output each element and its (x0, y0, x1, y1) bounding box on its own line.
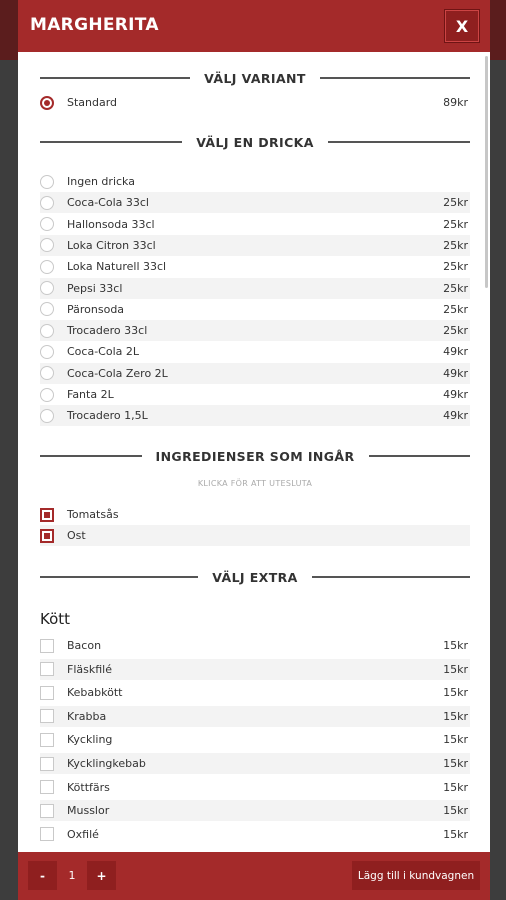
radio-icon[interactable] (40, 388, 54, 402)
checkbox-icon[interactable] (40, 686, 54, 700)
option-label: Tomatsås (67, 508, 119, 521)
option-label: Coca-Cola 2L (67, 345, 139, 359)
drink-option[interactable] (40, 278, 470, 299)
drink-option[interactable] (40, 341, 470, 362)
modal-header (18, 0, 490, 52)
ingredient-option[interactable] (40, 504, 470, 525)
increase-button[interactable]: + (96, 868, 107, 883)
option-label: Pepsi 33cl (67, 281, 123, 295)
option-label: Oxfilé (67, 827, 99, 841)
option-label: Köttfärs (67, 780, 110, 794)
checkbox-icon[interactable] (40, 639, 54, 653)
add-to-cart-button[interactable]: Lägg till i kundvagnen (352, 861, 480, 890)
option-price: 25kr (443, 238, 468, 252)
product-modal (18, 0, 490, 900)
option-label: Trocadero 33cl (67, 324, 148, 338)
checkbox-icon[interactable] (40, 780, 54, 794)
option-label: Ingen dricka (67, 175, 135, 188)
drink-option[interactable] (40, 363, 470, 384)
option-label: Trocadero 1,5L (67, 409, 148, 423)
option-price: 49kr (443, 345, 468, 359)
option-price: 15kr (443, 780, 468, 794)
ingredients-heading: INGREDIENSER SOM INGÅR (40, 446, 470, 466)
product-title: MARGHERITA (30, 15, 159, 35)
radio-icon[interactable] (40, 409, 54, 423)
extra-heading: VÄLJ EXTRA (40, 567, 470, 587)
option-price: 15kr (443, 662, 468, 676)
radio-icon[interactable] (40, 366, 54, 380)
option-label: Loka Naturell 33cl (67, 260, 167, 274)
category-title: Kött (40, 610, 71, 628)
drink-option[interactable] (40, 214, 470, 235)
drink-option[interactable] (40, 235, 470, 256)
decrease-button[interactable]: - (40, 868, 45, 883)
checkbox-icon[interactable] (40, 709, 54, 723)
quantity-value: 1 (57, 861, 87, 890)
option-label: Coca-Cola Zero 2L (67, 366, 168, 380)
drink-option[interactable] (40, 171, 470, 192)
option-price: 15kr (443, 686, 468, 700)
option-label: Kyckling (67, 733, 113, 747)
radio-icon[interactable] (40, 217, 54, 231)
radio-icon[interactable] (40, 238, 54, 252)
modal-footer (18, 852, 490, 900)
extra-option[interactable] (40, 800, 470, 821)
radio-selected-icon[interactable] (40, 96, 54, 110)
option-price: 49kr (443, 409, 468, 423)
checkbox-icon[interactable] (40, 662, 54, 676)
extra-option[interactable] (40, 753, 470, 774)
option-label: Bacon (67, 639, 102, 652)
extra-option[interactable] (40, 682, 470, 703)
checkbox-icon[interactable] (40, 827, 54, 841)
option-label: Krabba (67, 709, 107, 723)
quantity-stepper (28, 861, 116, 890)
scrollbar[interactable] (485, 56, 488, 288)
option-price: 25kr (443, 217, 468, 231)
ingredients-hint: KLICKA FÖR ATT UTESLUTA (197, 479, 313, 488)
option-price: 15kr (443, 827, 468, 841)
option-label: Fläskfilé (67, 662, 112, 676)
variant-heading: VÄLJ VARIANT (40, 68, 470, 88)
radio-icon[interactable] (40, 260, 54, 274)
option-label: Kebabkött (67, 686, 123, 700)
option-price: 25kr (443, 302, 468, 316)
option-label: Fanta 2L (67, 388, 114, 401)
option-label: Ost (67, 529, 86, 543)
option-price: 25kr (443, 196, 468, 210)
option-price: 15kr (443, 804, 468, 818)
drink-option[interactable] (40, 405, 470, 426)
option-price: 15kr (443, 639, 468, 652)
option-price: 49kr (443, 388, 468, 401)
extra-option[interactable] (40, 659, 470, 680)
option-price: 15kr (443, 709, 468, 723)
option-price: 25kr (443, 281, 468, 295)
ingredient-option[interactable] (40, 525, 470, 546)
extra-option[interactable] (40, 635, 470, 656)
checkbox-icon[interactable] (40, 757, 54, 771)
drink-option[interactable] (40, 256, 470, 277)
checkbox-checked-icon[interactable] (40, 529, 54, 543)
checkbox-icon[interactable] (40, 733, 54, 747)
radio-icon[interactable] (40, 281, 54, 295)
radio-icon[interactable] (40, 196, 54, 210)
drink-option[interactable] (40, 384, 470, 405)
modal-body[interactable] (18, 52, 490, 852)
variant-option[interactable]: Standard 89kr (40, 92, 470, 113)
extra-option[interactable] (40, 706, 470, 727)
radio-icon[interactable] (40, 345, 54, 359)
extra-option[interactable] (40, 729, 470, 750)
option-price: 49kr (443, 366, 468, 380)
extra-option[interactable] (40, 824, 470, 845)
radio-icon[interactable] (40, 175, 54, 189)
option-label: Loka Citron 33cl (67, 238, 156, 252)
drink-heading: VÄLJ EN DRICKA (40, 132, 470, 152)
option-price: 25kr (443, 260, 468, 274)
radio-icon[interactable] (40, 302, 54, 316)
checkbox-checked-icon[interactable] (40, 508, 54, 522)
option-price: 15kr (443, 757, 468, 770)
close-button[interactable]: X (444, 9, 480, 43)
extra-option[interactable] (40, 777, 470, 798)
option-label: Coca-Cola 33cl (67, 196, 149, 210)
option-label: Musslor (67, 804, 110, 818)
drink-option[interactable] (40, 320, 470, 341)
drink-option[interactable] (40, 299, 470, 320)
drink-option[interactable] (40, 192, 470, 213)
option-price: 25kr (443, 324, 468, 338)
option-label: Päronsoda (67, 302, 125, 316)
radio-icon[interactable] (40, 324, 54, 338)
option-label: Kycklingkebab (67, 757, 146, 770)
option-label: Hallonsoda 33cl (67, 217, 155, 231)
option-price: 15kr (443, 733, 468, 747)
checkbox-icon[interactable] (40, 804, 54, 818)
